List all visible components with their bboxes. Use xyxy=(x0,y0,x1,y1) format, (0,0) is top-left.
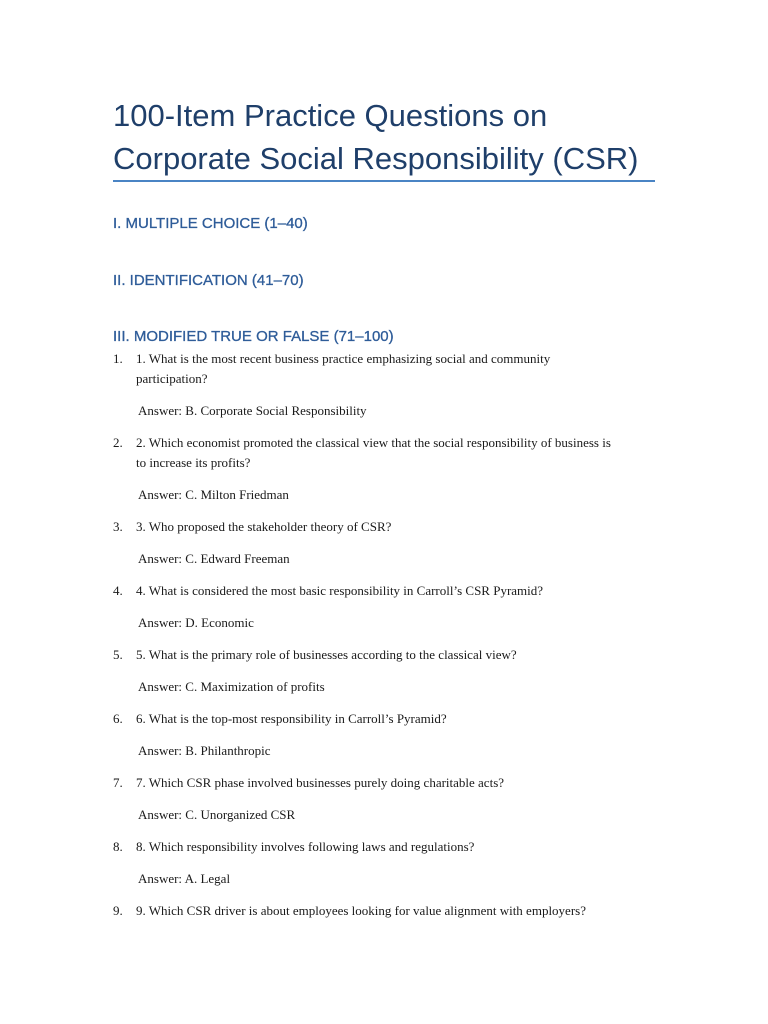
document-title: 100-Item Practice Questions on Corporate Social Responsibility (CSR) xyxy=(113,98,639,176)
question-number: 7. xyxy=(113,775,123,790)
list-item xyxy=(0,837,768,889)
question-list xyxy=(0,349,768,933)
answer-text: Answer: B. Corporate Social Responsibility xyxy=(138,403,367,418)
list-item xyxy=(0,709,768,761)
question-text: 4. What is considered the most basic responsibility in Carroll’s CSR Pyramid? xyxy=(136,583,544,598)
list-item xyxy=(0,645,768,697)
question-number: 6. xyxy=(113,711,123,726)
section-heading-identification: II. IDENTIFICATION (41–70) xyxy=(113,272,304,289)
question-number: 8. xyxy=(113,839,123,854)
question-text: 2. Which economist promoted the classical view that the social responsibility of business is to increase its profits? xyxy=(136,435,611,470)
answer-text: Answer: C. Milton Friedman xyxy=(138,487,289,502)
question-text: 9. Which CSR driver is about employees looking for value alignment with employers? xyxy=(136,903,586,918)
question-number: 3. xyxy=(113,519,123,534)
question-text: 8. Which responsibility involves following laws and regulations? xyxy=(136,839,475,854)
answer-text: Answer: C. Maximization of profits xyxy=(138,679,325,694)
question-number: 2. xyxy=(113,435,123,450)
question-text: 5. What is the primary role of businesses according to the classical view? xyxy=(136,647,517,662)
question-text: 6. What is the top-most responsibility in Carroll’s Pyramid? xyxy=(136,711,447,726)
list-item xyxy=(0,517,768,569)
section-heading-modified-true-false: III. MODIFIED TRUE OR FALSE (71–100) xyxy=(113,328,394,345)
list-item xyxy=(0,901,768,921)
list-item xyxy=(0,773,768,825)
answer-text: Answer: C. Unorganized CSR xyxy=(138,807,296,822)
question-number: 9. xyxy=(113,903,123,918)
answer-text: Answer: C. Edward Freeman xyxy=(138,551,290,566)
answer-text: Answer: D. Economic xyxy=(138,615,254,630)
title-underline xyxy=(113,180,655,182)
question-number: 4. xyxy=(113,583,123,598)
question-number: 1. xyxy=(113,351,123,366)
list-item xyxy=(0,349,768,421)
question-text: 7. Which CSR phase involved businesses purely doing charitable acts? xyxy=(136,775,505,790)
answer-text: Answer: B. Philanthropic xyxy=(138,743,271,758)
list-item xyxy=(0,581,768,633)
answer-text: Answer: A. Legal xyxy=(138,871,231,886)
question-text: 1. What is the most recent business practice emphasizing social and community participation? xyxy=(136,351,551,386)
section-heading-multiple-choice: I. MULTIPLE CHOICE (1–40) xyxy=(113,215,308,232)
question-number: 5. xyxy=(113,647,123,662)
list-item xyxy=(0,433,768,505)
question-text: 3. Who proposed the stakeholder theory of CSR? xyxy=(136,519,392,534)
